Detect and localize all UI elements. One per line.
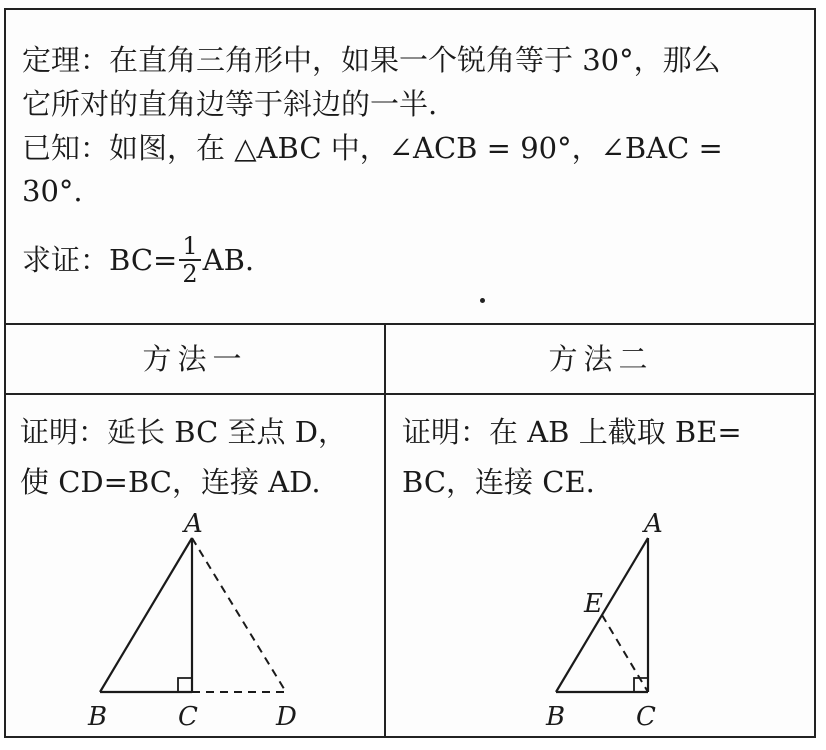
- label-A: A: [644, 509, 663, 539]
- method-1-title: 方法一: [142, 342, 248, 376]
- label-D: D: [276, 702, 297, 732]
- segment-CE-dashed: [602, 615, 648, 692]
- method-1-proof-line-2: 使 CD=BC，连接 AD.: [20, 465, 321, 499]
- right-angle-mark: [178, 678, 192, 692]
- prove-statement: [22, 232, 255, 289]
- emphasis-dot: [480, 298, 485, 303]
- method-2-figure: [386, 500, 816, 736]
- method-1-figure: [6, 500, 382, 736]
- theorem-table: [4, 8, 816, 738]
- segment-AB: [100, 538, 192, 692]
- prove-suffix: AB.: [202, 243, 255, 277]
- theorem-line-1: 定理：在直角三角形中，如果一个锐角等于 30°，那么: [22, 43, 721, 77]
- label-C: C: [178, 702, 198, 732]
- method-1-proof-line-1: 证明：延长 BC 至点 D，: [20, 415, 347, 449]
- method-2-title: 方法二: [548, 342, 654, 376]
- problem-statement: [6, 10, 814, 325]
- methods-header-row: [6, 325, 814, 395]
- fraction-one-half: [179, 233, 200, 287]
- fraction-numerator: 1: [179, 233, 200, 261]
- segment-AD-dashed: [192, 538, 286, 692]
- label-C: C: [636, 702, 656, 732]
- given-line-1: 已知：如图，在 △ABC 中，∠ACB = 90°，∠BAC =: [22, 131, 723, 165]
- given-line-2: 30°.: [22, 174, 83, 208]
- method-2-proof-line-2: BC，连接 CE.: [402, 465, 595, 499]
- label-A: A: [184, 509, 203, 539]
- label-E: E: [584, 589, 603, 619]
- label-B: B: [88, 702, 108, 732]
- fraction-denominator: 2: [182, 260, 198, 288]
- theorem-line-2: 它所对的直角边等于斜边的一半.: [22, 87, 438, 121]
- prove-prefix: 求证：BC=: [22, 243, 178, 277]
- method-2-proof-line-1: 证明：在 AB 上截取 BE=: [402, 415, 742, 449]
- label-B: B: [546, 702, 566, 732]
